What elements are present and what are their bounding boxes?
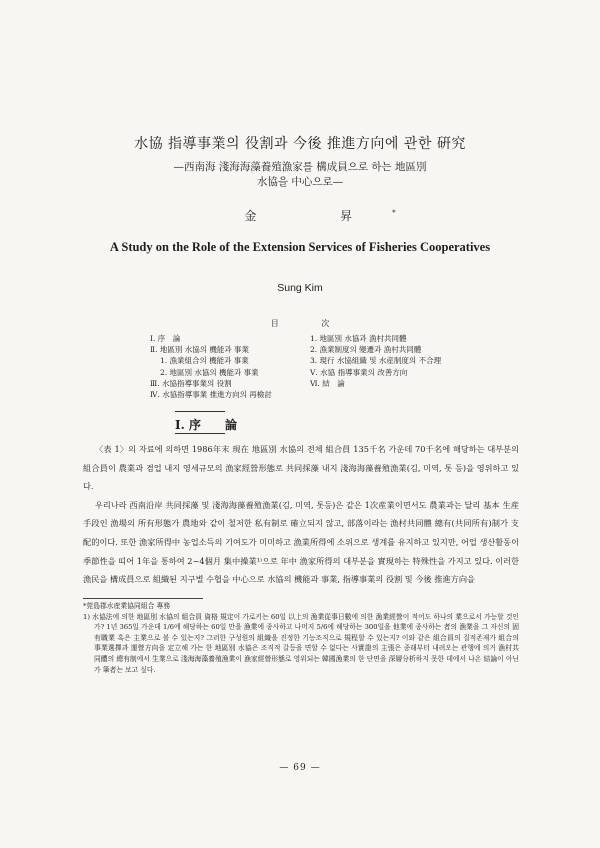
page-number: — 69 — bbox=[279, 763, 321, 773]
toc-item: Ⅱ. 地區別 水協의 機能과 事業 bbox=[150, 345, 250, 355]
body-text bbox=[83, 440, 519, 589]
toc-item: Ⅳ. 水協指導事業 推進方向의 再檢討 bbox=[150, 390, 272, 400]
toc-item: 1. 地區別 水協과 漁村共同體 bbox=[310, 334, 407, 343]
toc-item: 1. 漁業組合의 機能과 事業 bbox=[160, 356, 249, 366]
author-name bbox=[0, 207, 600, 224]
toc-item: Ⅵ. 結 論 bbox=[310, 378, 345, 388]
toc-item: Ⅴ. 水協 指導事業의 改善方向 bbox=[310, 367, 408, 377]
footnote-1-text: 水協法에 의한 地區別 水協의 組合員 資格 規定이 가로키는 60일 以上의 漁業從事日數에 의한 漁業經營이 적어도 하나의 業으로서 가능할 것인가? 1년 365일 가운데 1/6에 해당하는 60일 만을 漁業에 종사하고 나머지 5/6에 해당하는 300일을 他業에 종사하는 者의 漁業을 그 자신의 固有職業 혹은 主業으로 볼 수 있는지? 그러한 구성원의 組織을 진정한 기능조직으로 規程할 수 있는지? 이와 같은 組合員의 질적존재가 組合의 事業選擇과 運營方向을 定立해 가는 한 地區別 水協은 조직적 갈등을 면할 수 없다는 사實證의 主張은 종래부터 내려오는 관행에 의거 漁村共同體의 總有制에서 生業으로 淺海海藻養殖漁業이 漁家經營形態로 영위되는 韓國漁業의 한 단면을 深層分析하지 못한 데에서 나온 結論이 아닌가 筆者는 보고 싶다. bbox=[92, 612, 519, 674]
author-footnote-mark: * bbox=[392, 209, 396, 217]
section-rule-bottom bbox=[175, 433, 225, 434]
subtitle-line-2: 水協을 中心으로— bbox=[256, 176, 344, 188]
toc-right-column bbox=[310, 333, 441, 389]
toc-heading: 目 次 bbox=[270, 319, 350, 328]
english-author: Sung Kim bbox=[277, 282, 323, 294]
footnote-1-number: 1) bbox=[83, 612, 90, 621]
section-heading: Ⅰ. 序 論 bbox=[175, 418, 237, 432]
section-rule-top bbox=[175, 411, 225, 412]
body-paragraph: 우리나라 西南沿岸 共同採藻 및 淺海海藻養殖漁業(김, 미역, 톳등)은 같은 1次産業이면서도 農業과는 달리 基本 生産手段인 漁場의 所有形態가 農地와 같이 철저한 私有制로 確立되지 않고, 部落이라는 漁村共同體 總有(共同所有)制가 支配的이다. 또한 漁家所得中 농업소득의 기여도가 미미하고 漁業所得에 소위으로 생계를 유지하고 있지만, 어업 생산활동이 季節性을 띠어 1年을 통하여 2~4個月 集中操業¹⁾으로 年中 漁家所得의 대부분을 實現하는 特殊性을 가지고 있다. 이러한 漁民을 構成員으로 組織된 지구별 수협을 中心으로 水協의 機能과 事業, 指導事業의 役割 및 今後 推進方向을 bbox=[83, 499, 519, 585]
footnote-affiliation: *莞島郡水産業協同組合 專務 bbox=[83, 602, 171, 610]
toc-item: Ⅲ. 水協指導事業의 役割 bbox=[150, 378, 232, 388]
paper-title: 水協 指導事業의 役割과 今後 推進方向에 관한 硏究 bbox=[134, 136, 466, 152]
subtitle-line-1: —西南海 淺海海藻養殖漁家를 構成員으로 하는 地區別 bbox=[173, 161, 427, 173]
toc-left-column bbox=[150, 333, 272, 400]
footnotes bbox=[83, 601, 519, 675]
english-title: A Study on the Role of the Extension Services of Fisheries Cooperatives bbox=[109, 240, 491, 254]
footnote-divider bbox=[83, 598, 203, 599]
author-name-text: 金 昇 bbox=[244, 209, 393, 223]
toc-item: 2. 地區別 水協의 機能과 事業 bbox=[160, 367, 259, 377]
paper-subtitle bbox=[0, 160, 600, 190]
toc-item: Ⅰ. 序 論 bbox=[150, 334, 181, 343]
toc-item: 3. 現行 水協組織 및 水産制度의 不合理 bbox=[310, 356, 442, 366]
body-paragraph: 〈表 1〉의 자료에 의하면 1986年末 現在 地區別 水協의 전체 組合員 135千名 가운데 70千名에 해당하는 대부분의 組合員이 農業과 겸업 내지 영세규모의 漁家經營形態로 共同採藻 내지 淺海海藻養殖漁業(김, 미역, 톳 등)을 영위하고 있다. bbox=[83, 444, 519, 492]
toc-item: 2. 漁業制度의 變遷과 漁村共同體 bbox=[310, 345, 422, 355]
footnote-1 bbox=[83, 612, 519, 676]
